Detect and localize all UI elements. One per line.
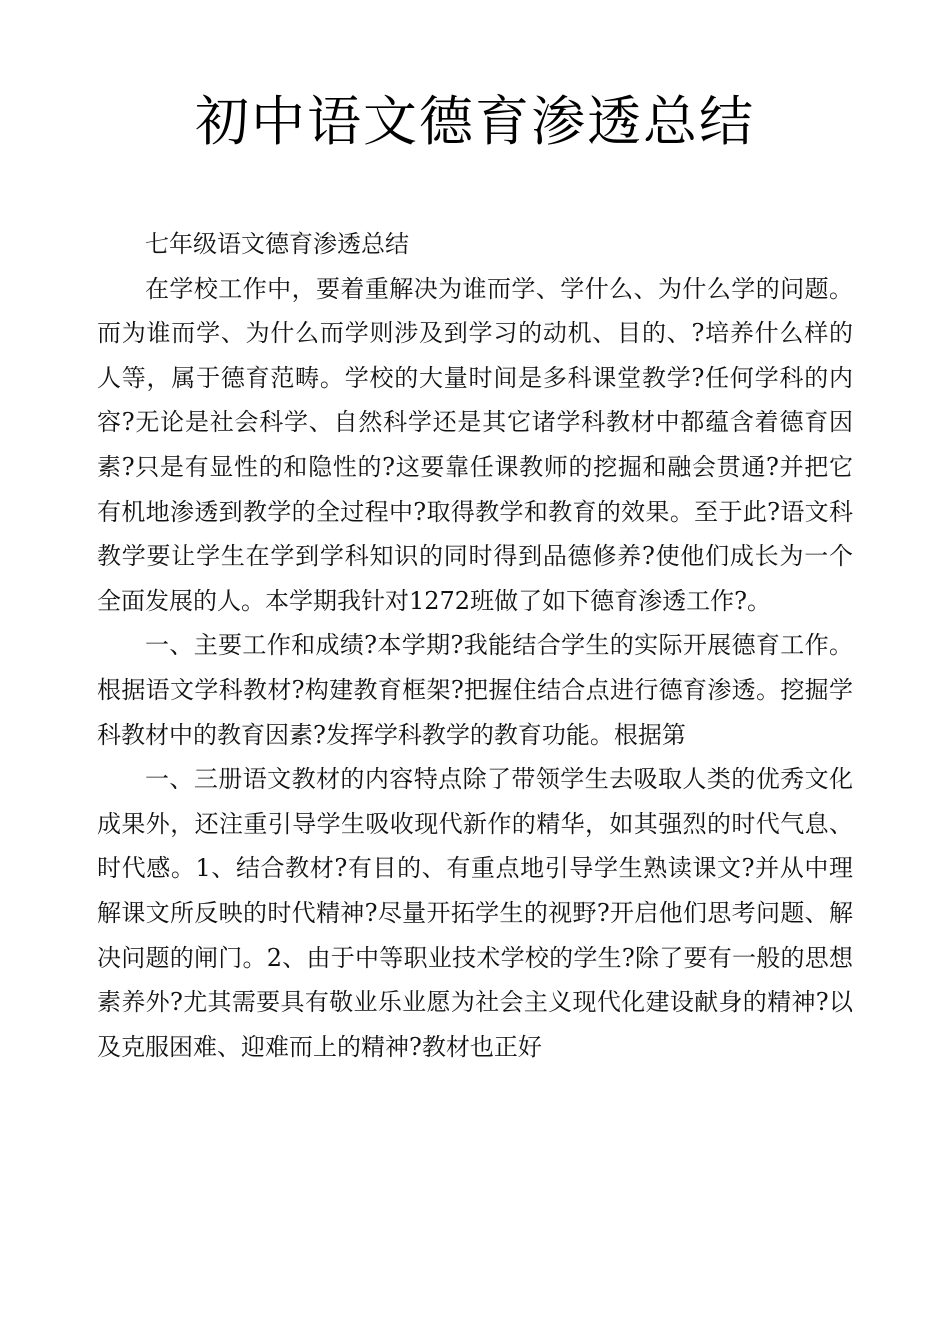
- paragraph-main-work: 一、主要工作和成绩?本学期?我能结合学生的实际开展德育工作。根据语文学科教材?构建教育框架?把握住结合点进行德育渗透。挖掘学科教材中的教育因素?发挥学科教学的教育功能。根据第: [97, 631, 853, 749]
- document-title: 初中语文德育渗透总结: [195, 90, 755, 153]
- paragraph-textbook-content: 一、三册语文教材的内容特点除了带领学生去吸取人类的优秀文化成果外，还注重引导学生吸收现代新作的精华，如其强烈的时代气息、时代感。1、结合教材?有目的、有重点地引导学生熟读课文?并从中理解课文所反映的时代精神?尽量开拓学生的视野?开启他们思考问题、解决问题的闸门。2、由于中等职业技术学校的学生?除了要有一般的思想素养外?尤其需要具有敬业乐业愿为社会主义现代化建设献身的精神?以及克服困难、迎难而上的精神?教材也正好: [97, 765, 853, 1061]
- document-body: [97, 222, 853, 1069]
- paragraph-intro: 在学校工作中，要着重解决为谁而学、学什么、为什么学的问题。而为谁而学、为什么而学则涉及到学习的动机、目的、?培养什么样的人等，属于德育范畴。学校的大量时间是多科课堂教学?任何学科的内容?无论是社会科学、自然科学还是其它诸学科教材中都蕴含着德育因素?只是有显性的和隐性的?这要靠任课教师的挖掘和融会贯通?并把它有机地渗透到教学的全过程中?取得教学和教育的效果。至于此?语文科教学要让学生在学到学科知识的同时得到品德修养?使他们成长为一个全面发展的人。本学期我针对1272班做了如下德育渗透工作?。: [97, 274, 853, 615]
- paragraph-subtitle: 七年级语文德育渗透总结: [145, 230, 409, 258]
